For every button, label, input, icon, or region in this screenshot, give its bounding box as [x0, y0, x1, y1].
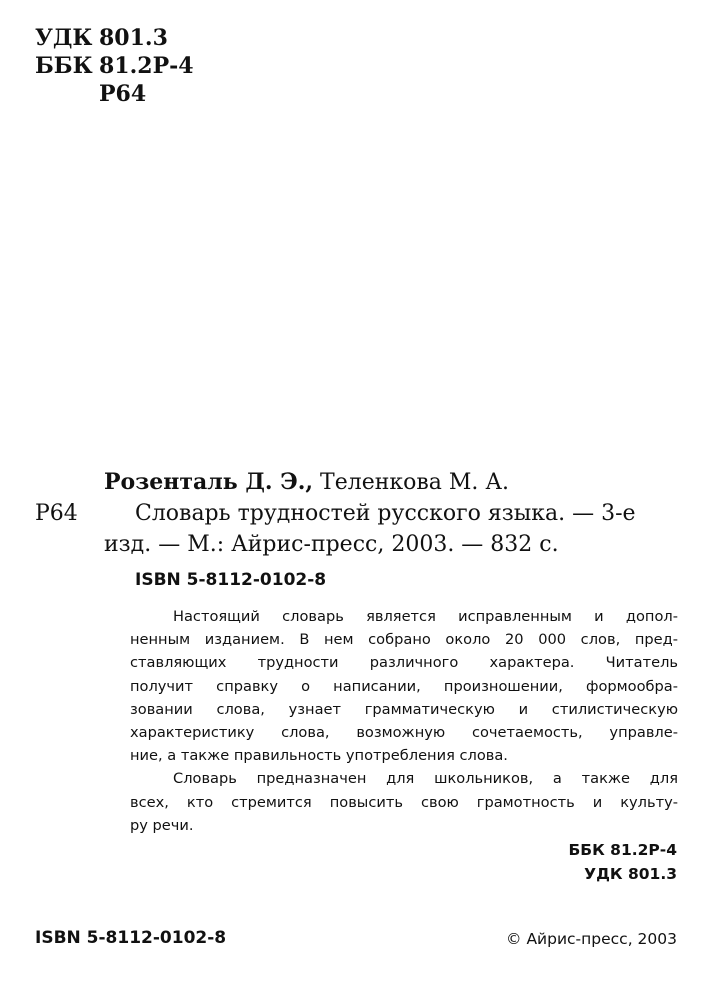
- annotation-line-5: зовании слова, узнает грамматическую и стилистическую: [130, 700, 678, 718]
- record-isbn: ISBN 5-8112-0102-8: [135, 570, 327, 590]
- record-title-line-2: изд. — М.: Айрис-пресс, 2003. — 832 с.: [104, 532, 559, 557]
- annotation-line-9: всех, кто стремится повысить свою грамотность и культу-: [130, 793, 678, 811]
- record-authors: [104, 467, 509, 498]
- annotation-line-1: Настоящий словарь является исправленным и допол-: [173, 608, 678, 625]
- bbk-index-bottom: ББК 81.2Р-4: [568, 841, 677, 859]
- udk-index-bottom: УДК 801.3: [584, 865, 677, 883]
- annotation-line-8: Словарь предназначен для школьников, а также для: [173, 770, 678, 788]
- annotation-line-6: характеристику слова, возможную сочетаемость, управле-: [130, 723, 678, 741]
- bbk-label: ББК: [35, 53, 93, 79]
- udk-value: 801.3: [99, 25, 168, 51]
- annotation-line-3: ставляющих трудности различного характера. Читатель: [130, 654, 678, 672]
- annotation-line-7: ние, а также правильность употребления слова.: [130, 747, 508, 765]
- annotation: [130, 605, 678, 837]
- record-author-regular: Теленкова М. А.: [313, 470, 510, 495]
- annotation-line-10: ру речи.: [130, 816, 194, 834]
- udk-classification-top: [35, 25, 168, 51]
- record-author-bold: Розенталь Д. Э.,: [104, 469, 314, 495]
- footer-isbn: ISBN 5-8112-0102-8: [35, 928, 227, 948]
- copyright-notice: © Айрис-пресс, 2003: [506, 930, 677, 948]
- bbk-classification-top: [35, 53, 194, 79]
- udk-label: УДК: [35, 25, 93, 51]
- record-title-line-1: Словарь трудностей русского языка. — 3-е: [135, 501, 636, 526]
- author-sign-record: Р64: [35, 501, 78, 526]
- author-sign-top: Р64: [99, 81, 147, 107]
- annotation-line-2: ненным изданием. В нем собрано около 20 000 слов, пред-: [130, 631, 678, 649]
- annotation-line-4: получит справку о написании, произношении, формообра-: [130, 677, 678, 695]
- bbk-value: 81.2Р-4: [99, 53, 194, 79]
